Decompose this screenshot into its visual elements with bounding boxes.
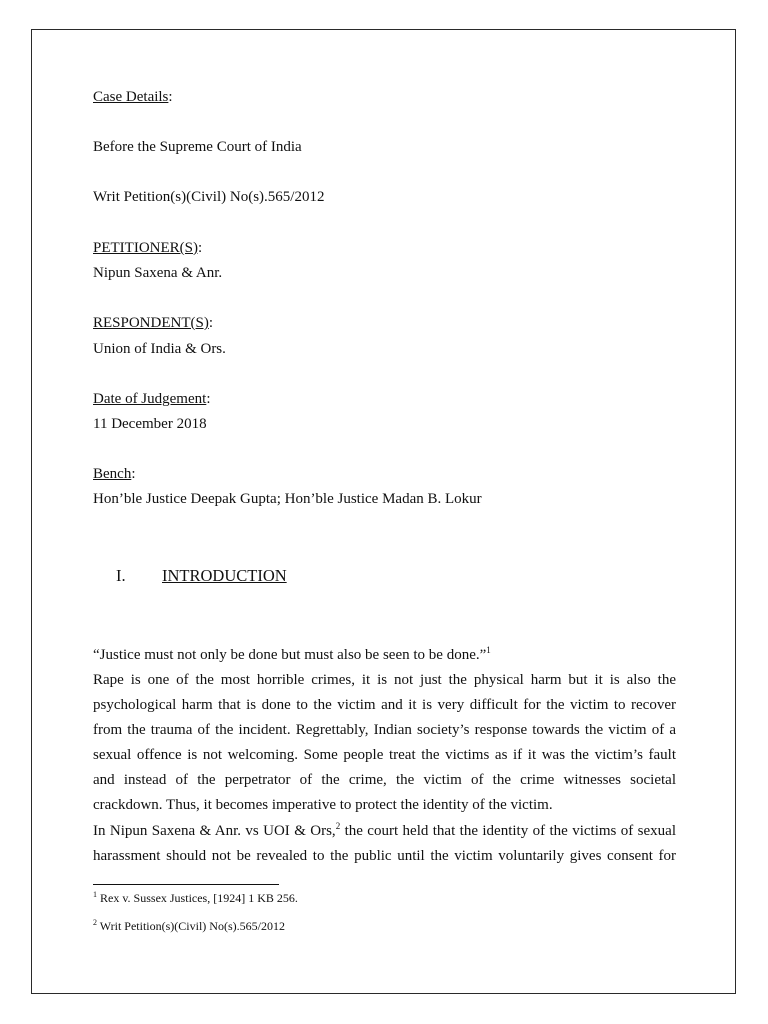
- bench-value: Hon’ble Justice Deepak Gupta; Hon’ble Justice Madan B. Lokur: [93, 491, 482, 507]
- paragraph2-line: harassment should not be revealed to the public until the victim voluntarily gives consent for: [93, 848, 676, 864]
- case-details-heading: [93, 88, 173, 106]
- paragraph-line: Rape is one of the most horrible crimes, it is not just the physical harm but it is also the: [93, 672, 676, 688]
- section-number: I.: [116, 566, 126, 585]
- respondent-label-text: RESPONDENT(S): [93, 315, 209, 331]
- bench-label-colon: :: [131, 466, 136, 482]
- section-heading: [116, 566, 287, 586]
- opening-quote-text: “Justice must not only be done but must also be seen to be done.”: [93, 647, 487, 663]
- footnote-ref-1[interactable]: 1: [486, 645, 491, 655]
- petitioner-value: Nipun Saxena & Anr.: [93, 265, 223, 281]
- footnote-text: Rex v. Sussex Justices, [1924] 1 KB 256.: [97, 891, 298, 905]
- judgement-date-label: [93, 390, 210, 408]
- paragraph-line: sexual offence is not welcoming. Some people treat the victims as if it was the victim’s fault: [93, 747, 676, 763]
- paragraph-line: crackdown. Thus, it becomes imperative to protect the identity of the victim.: [93, 797, 553, 813]
- bench-label-text: Bench: [93, 466, 132, 482]
- respondent-label: [93, 314, 213, 332]
- case-details-heading-colon: :: [168, 89, 173, 105]
- paragraph2-rest: the court held that the identity of the victims of sexual: [340, 823, 677, 839]
- footnote-ref-2[interactable]: 2: [335, 821, 341, 831]
- footnote-1: [93, 891, 298, 905]
- petitioner-label-colon: :: [198, 240, 203, 256]
- bench-label: [93, 465, 136, 483]
- paragraph-line: and instead of the perpetrator of the crime, the victim of the crime witnesses societal: [93, 772, 676, 788]
- petitioner-label-text: PETITIONER(S): [93, 240, 198, 256]
- paragraph-line: from the trauma of the incident. Regrettably, Indian society’s response towards the victim of a: [93, 722, 676, 738]
- opening-quote: [93, 646, 491, 664]
- footnote-number: 1: [93, 890, 97, 899]
- writ-petition-line: Writ Petition(s)(Civil) No(s).565/2012: [93, 189, 325, 205]
- petitioner-label: [93, 239, 202, 257]
- judgement-date-label-text: Date of Judgement: [93, 391, 207, 407]
- section-title: INTRODUCTION: [162, 566, 287, 585]
- footnote-2: [93, 919, 285, 933]
- paragraph-line: psychological harm that is done to the victim and it is very difficult for the victim to recover: [93, 697, 676, 713]
- paragraph2-start: In Nipun Saxena & Anr. vs UOI & Ors,: [93, 823, 336, 839]
- footnote-separator: [93, 884, 279, 885]
- paragraph2-line: [93, 822, 676, 840]
- judgement-date-value: 11 December 2018: [93, 416, 207, 432]
- respondent-label-colon: :: [208, 315, 214, 331]
- footnote-text: Writ Petition(s)(Civil) No(s).565/2012: [97, 919, 285, 933]
- case-details-heading-text: Case Details: [93, 89, 169, 105]
- respondent-value: Union of India & Ors.: [93, 341, 226, 357]
- judgement-date-label-colon: :: [206, 391, 211, 407]
- footnote-number: 2: [93, 918, 97, 927]
- court-line: Before the Supreme Court of India: [93, 139, 302, 155]
